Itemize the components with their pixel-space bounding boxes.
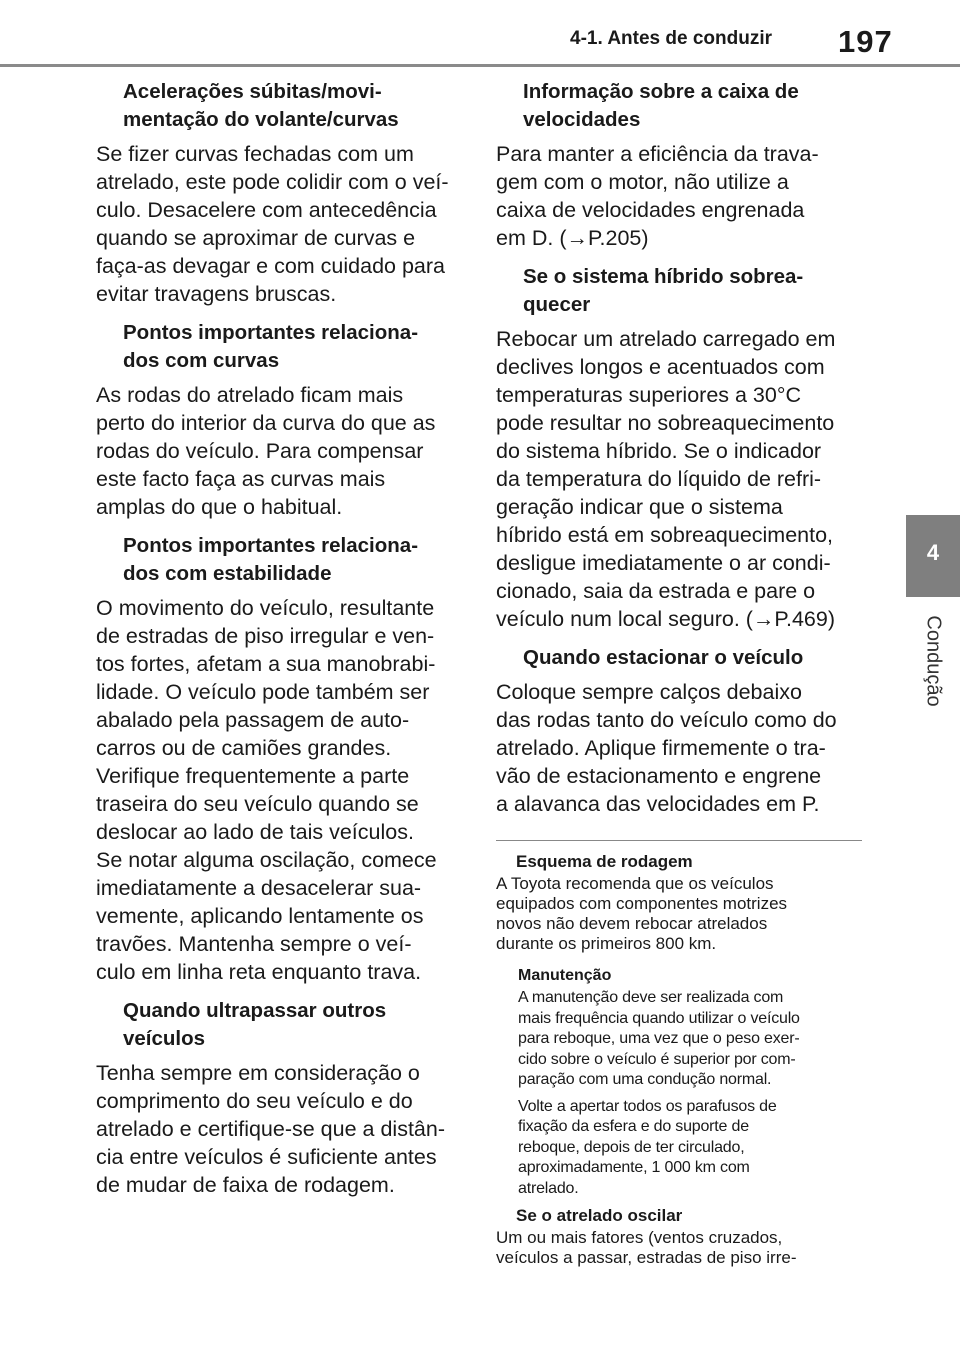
- right-section-paragraph-1: Para manter a eficiência da trava- gem com o motor, não utilize a caixa de velocidades engrenada em D. (→P.205): [496, 142, 819, 250]
- left-column: [96, 78, 452, 1210]
- right-column: [496, 78, 862, 1279]
- left-section-heading-4: Quando ultrapassar outros veículos: [123, 999, 387, 1050]
- note-heading-break-in: Esquema de rodagem: [516, 852, 693, 871]
- left-section-paragraph-2: As rodas do atrelado ficam mais perto do interior da curva do que as rodas do veículo. Para compensar este facto faça as curvas mais amplas do que o habitual.: [96, 383, 436, 519]
- right-section-heading-1: Informação sobre a caixa de velocidades: [523, 80, 799, 131]
- note-heading-sway: Se o atrelado oscilar: [516, 1206, 683, 1225]
- right-section-paragraph-3: Coloque sempre calços debaixo das rodas tanto do veículo como do atrelado. Aplique firmemente o tra- vão de estacionamento e engrene a alavanca das velocidades em P.: [496, 680, 837, 816]
- header-divider: [0, 64, 960, 67]
- note-text-break-in: A Toyota recomenda que os veículos equipados com componentes motrizes novos não devem rebocar atrelados durante os primeiros 800 km.: [496, 874, 788, 953]
- right-section-heading-2: Se o sistema híbrido sobrea- quecer: [523, 265, 804, 316]
- notes-divider: [496, 840, 862, 841]
- right-section-paragraph-2: Rebocar um atrelado carregado em declives longos e acentuados com temperaturas superiores a 30°C pode resultar no sobreaquecimento do sistema híbrido. Se o indicador da temperatura do líquido de refri- geração indicar que o sistema híbrido está em sobreaquecimento, desligue imediatamente o ar condi- cionado, saia da estrada e pare o veículo num local seguro. (→P.469): [496, 327, 836, 631]
- note-text-maintenance-2: Volte a apertar todos os parafusos de fixação da esfera e do suporte de reboque, depois de ter circulado, aproximadamente, 1 000 km com atrelado.: [518, 1097, 777, 1197]
- left-section-paragraph-3: O movimento do veículo, resultante de estradas de piso irregular e ven- tos fortes, afetam a sua manobrabi- lidade. O veículo pode também ser abalado pela passagem de auto- carros ou de camiões grandes. Verifique frequentemente a parte traseira do seu veículo quando se deslocar ao lado de tais veículos. Se notar alguma oscilação, comece imediatamente a desacelerar sua- vemente, aplicando lentamente os travões. Mantenha sempre o veí- culo em linha reta enquanto trava.: [96, 596, 437, 984]
- left-section-heading-1: Acelerações súbitas/movi- mentação do volante/curvas: [123, 80, 399, 131]
- header-section-title: 4-1. Antes de conduzir: [570, 28, 772, 49]
- left-section-heading-2: Pontos importantes relaciona- dos com curvas: [123, 321, 419, 372]
- note-text-maintenance-1: A manutenção deve ser realizada com mais frequência quando utilizar o veículo para reboque, uma vez que o peso exer- cido sobre o veículo é superior por com- paração com uma condução normal.: [518, 989, 800, 1088]
- chapter-tab-number: 4: [926, 540, 940, 565]
- left-section-paragraph-1: Se fizer curvas fechadas com um atrelado, este pode colidir com o veí- culo. Desacelere com antecedência quando se aproximar de curvas e faça-as devagar e com cuidado para evitar travagens bruscas.: [96, 142, 449, 306]
- left-section-paragraph-4: Tenha sempre em consideração o comprimento do seu veículo e do atrelado e certifique-se que a distân- cia entre veículos é suficiente antes de mudar de faixa de rodagem.: [96, 1061, 445, 1197]
- chapter-tab-label: Condução: [922, 615, 945, 707]
- page-number: 197: [838, 24, 893, 59]
- note-heading-maintenance: Manutenção: [518, 967, 612, 984]
- right-section-heading-3: Quando estacionar o veículo: [523, 646, 804, 669]
- left-section-heading-3: Pontos importantes relaciona- dos com estabilidade: [123, 534, 419, 585]
- note-text-sway: Um ou mais fatores (ventos cruzados, veículos a passar, estradas de piso irre-: [496, 1228, 797, 1267]
